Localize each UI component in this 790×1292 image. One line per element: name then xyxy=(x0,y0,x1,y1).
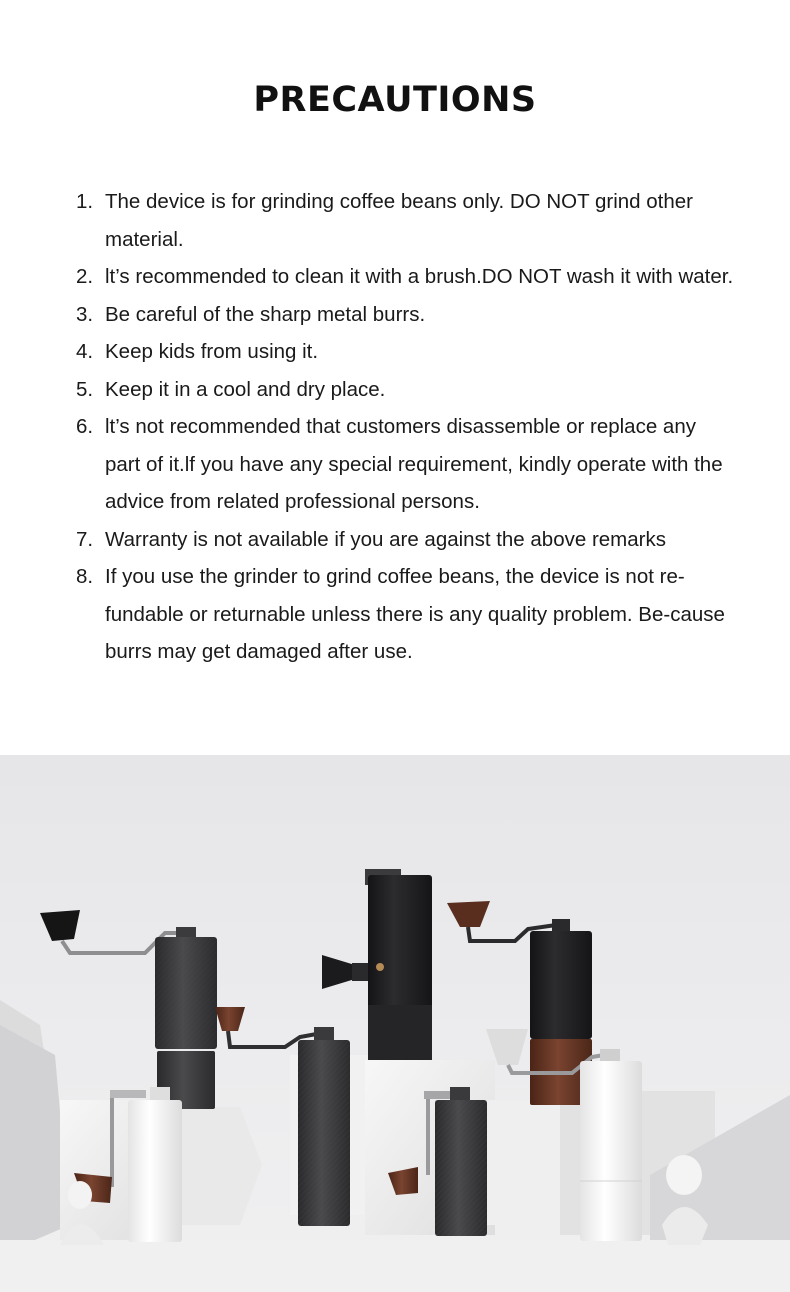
item-text: lt’s recommended to clean it with a brush.DO NOT wash it with water. xyxy=(105,265,734,288)
item-text: Warranty is not available if you are against the above remarks xyxy=(105,527,666,551)
item-number: 5. xyxy=(76,377,94,401)
precautions-list xyxy=(76,183,736,671)
item-number: 4. xyxy=(76,340,94,363)
product-photo xyxy=(0,755,790,1292)
list-item xyxy=(76,558,736,671)
list-item xyxy=(76,371,736,409)
item-text: If you use the grinder to grind coffee beans, the device is not re-fundable or returnable unless there is any quality problem. Be-cause burrs may get damaged after use. xyxy=(105,565,725,663)
list-item xyxy=(76,183,736,258)
item-text: Keep it in a cool and dry place. xyxy=(105,377,386,401)
list-item xyxy=(76,333,736,371)
item-number: 2. xyxy=(76,265,94,288)
page-title: PRECAUTIONS xyxy=(253,80,537,120)
item-number: 8. xyxy=(76,565,94,588)
list-item xyxy=(76,296,736,334)
item-number: 6. xyxy=(76,415,94,438)
list-item xyxy=(76,258,736,296)
item-number: 3. xyxy=(76,302,94,326)
item-number: 7. xyxy=(76,527,94,551)
item-text: lt’s not recommended that customers disassemble or replace any part of it.lf you have any special requirement, kindly operate with the advice from related professional persons. xyxy=(105,415,723,513)
list-item xyxy=(76,521,736,559)
item-text: The device is for grinding coffee beans only. DO NOT grind other material. xyxy=(105,190,693,251)
list-item xyxy=(76,408,736,521)
item-text: Be careful of the sharp metal burrs. xyxy=(105,302,426,326)
item-number: 1. xyxy=(76,190,94,213)
grinder-black-center xyxy=(322,869,432,1060)
item-text: Keep kids from using it. xyxy=(105,340,319,363)
grinder-dark-tall xyxy=(40,910,217,1109)
